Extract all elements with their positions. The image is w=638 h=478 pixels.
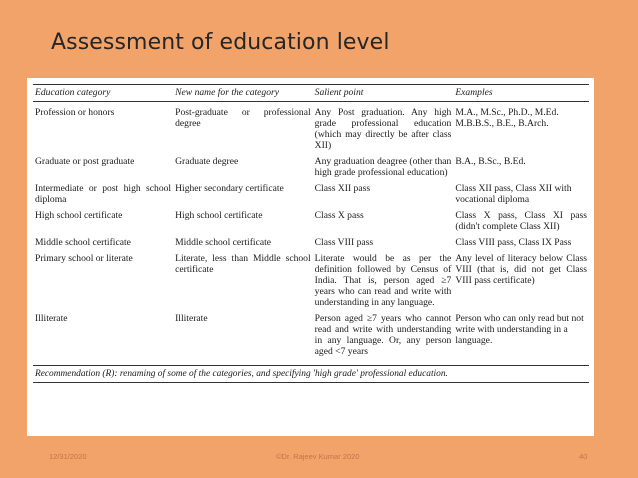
table-row — [33, 178, 589, 205]
table-row — [33, 151, 589, 178]
column-header: Salient point — [313, 85, 454, 102]
table-cell: Primary school or literate — [35, 253, 133, 264]
table-cell: Literate would be as per the definition followed by Census of India. That is, person aged ≥7 years who can read and write with understanding in any language. — [314, 253, 452, 308]
table-cell: Class X pass, Class XI pass (didn't complete Class XII) — [455, 210, 587, 232]
table-cell: Class XII pass, Class XII with vocational diploma — [455, 183, 572, 205]
table-cell: Class X pass — [314, 210, 364, 221]
footer-author: ©Dr. Rajeev Kumar 2020 — [276, 452, 360, 461]
slide-title: Assessment of education level — [51, 30, 390, 55]
education-table — [33, 84, 589, 363]
table-cell: High school certificate — [35, 210, 123, 221]
table-cell: Person aged ≥7 years who cannot read and write with understanding in any language. Or, any person aged <7 years — [314, 313, 452, 357]
table-cell: Class VIII pass — [314, 237, 374, 248]
table-cell: Higher secondary certificate — [175, 183, 284, 194]
table-cell: Profession or honors — [35, 107, 115, 118]
column-header: Education category — [33, 85, 173, 102]
table-cell: Class XII pass — [314, 183, 371, 194]
table-cell: Illiterate — [175, 313, 208, 324]
table-cell: Post-graduate or professional degree — [175, 107, 311, 129]
table-cell: Class VIII pass, Class IX Pass — [455, 237, 572, 248]
table-cell: Intermediate or post high school diploma — [35, 183, 172, 205]
table-header-row — [33, 85, 589, 102]
table-cell: Graduate or post graduate — [35, 156, 135, 167]
table-row — [33, 308, 589, 363]
table-cell: B.A., B.Sc., B.Ed. — [455, 156, 526, 167]
table-row — [33, 102, 589, 152]
table-cell: Person who can only read but not write with understanding in a language. — [455, 313, 584, 346]
table-cell: Literate, less than Middle school certificate — [175, 253, 311, 275]
education-table-card — [27, 78, 594, 436]
table-cell: Any level of literacy below Class VIII (that is, did not get Class VIII pass certificate) — [455, 253, 587, 286]
footer-date: 12/31/2020 — [49, 452, 87, 461]
table-cell: M.A., M.Sc., Ph.D., M.Ed. M.B.B.S., B.E., B.Arch. — [455, 107, 559, 129]
table-cell: Illiterate — [35, 313, 68, 324]
table-cell: Graduate degree — [175, 156, 239, 167]
table-cell: High school certificate — [175, 210, 263, 221]
table-cell: Middle school certificate — [175, 237, 272, 248]
table-row — [33, 232, 589, 248]
table-cell: Any graduation deagree (other than high grade professional education) — [314, 156, 452, 178]
footer-page-number: 40 — [579, 452, 588, 461]
table-row — [33, 205, 589, 232]
table-cell: Middle school certificate — [35, 237, 131, 248]
table-cell: Any Post graduation. Any high grade professional education (which may directly be after class XII) — [314, 107, 452, 151]
column-header: New name for the category — [173, 85, 313, 102]
column-header: Examples — [453, 85, 589, 102]
recommendation-note: Recommendation (R): renaming of some of the categories, and specifying 'high grade' professional education. — [33, 365, 589, 383]
table-row — [33, 248, 589, 308]
